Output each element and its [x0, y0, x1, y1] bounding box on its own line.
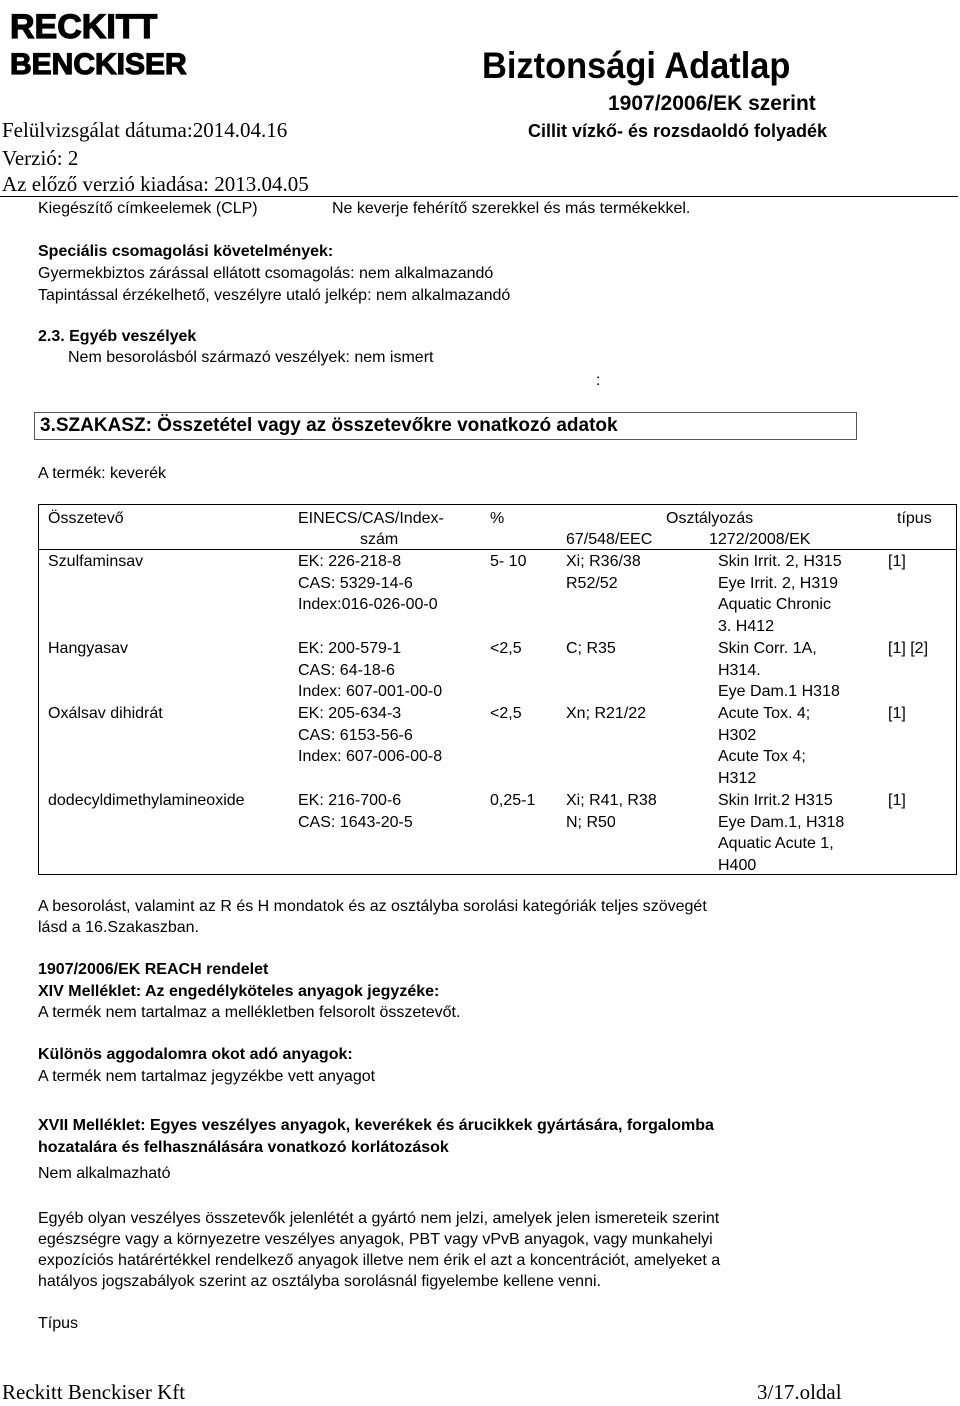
- logo-text-line1: RECKITT: [10, 8, 158, 46]
- other-components-line3: expozíciós határértékkel rendelkező anyagok illetve nem érik el azt a koncentrációt, amelyeket a: [38, 1252, 721, 1269]
- label-elements-value: Ne keverje fehérítő szerekkel és más termékekkel.: [332, 200, 691, 217]
- annex17-heading-line1: XVII Melléklet: Egyes veszélyes anyagok, keverékek és árucikkek gyártására, forgalomba: [38, 1117, 714, 1134]
- row4-percent: 0,25-1: [490, 792, 536, 809]
- other-hazards-heading: 2.3. Egyéb veszélyek: [38, 328, 197, 345]
- row1-index: Index:016-026-00-0: [298, 596, 438, 613]
- regulation-reference: 1907/2006/EK szerint: [608, 92, 816, 115]
- header-clp: 1272/2008/EK: [709, 531, 811, 548]
- reach-heading: 1907/2006/EK REACH rendelet: [38, 961, 269, 978]
- other-components-line2: egészségre vagy a környezetre veszélyes anyagok, PBT vagy vPvB anyagok, vagy munkahelyi: [38, 1231, 713, 1248]
- row2-dsd-1: C; R35: [566, 640, 616, 657]
- row4-clp-1: Skin Irrit.2 H315: [718, 792, 833, 809]
- header-divider: [0, 196, 958, 197]
- row3-clp-2: H302: [718, 727, 757, 744]
- row1-dsd-2: R52/52: [566, 575, 618, 592]
- header-type: típus: [897, 510, 932, 527]
- child-closure-text: Gyermekbiztos zárással ellátott csomagolás: nem alkalmazandó: [38, 265, 494, 282]
- row3-component: Oxálsav dihidrát: [48, 705, 163, 722]
- classification-note-line2: lásd a 16.Szakaszban.: [38, 919, 199, 936]
- row3-cas: CAS: 6153-56-6: [298, 727, 413, 744]
- row3-clp-1: Acute Tox. 4;: [718, 705, 811, 722]
- header-ids-line2: szám: [360, 531, 399, 548]
- classification-note-line1: A besorolást, valamint az R és H mondatok és az osztályba sorolási kategóriák teljes szövegét: [38, 898, 707, 915]
- row3-type: [1]: [888, 705, 906, 722]
- row4-ec: EK: 216-700-6: [298, 792, 402, 809]
- footer-company: Reckitt Benckiser Kft: [2, 1380, 186, 1404]
- row1-clp-3: Aquatic Chronic: [718, 596, 831, 613]
- document-title: Biztonsági Adatlap: [482, 45, 791, 86]
- row1-clp-2: Eye Irrit. 2, H319: [718, 575, 839, 592]
- annex14-text: A termék nem tartalmaz a mellékletben felsorolt összetevőt.: [38, 1004, 461, 1021]
- row3-clp-4: H312: [718, 770, 757, 787]
- row4-dsd-2: N; R50: [566, 814, 616, 831]
- row3-percent: <2,5: [490, 705, 522, 722]
- product-name: Cillit vízkő- és rozsdaoldó folyadék: [528, 121, 828, 141]
- stray-colon: :: [596, 372, 601, 389]
- row2-type: [1] [2]: [888, 640, 929, 657]
- header-dsd: 67/548/EEC: [566, 531, 653, 548]
- svhc-heading: Különös aggodalomra okot adó anyagok:: [38, 1046, 353, 1063]
- other-components-line4: hatályos jogszabályok szerint az osztályba sorolásnál figyelembe kellene venni.: [38, 1273, 601, 1290]
- row4-cas: CAS: 1643-20-5: [298, 814, 413, 831]
- row2-component: Hangyasav: [48, 640, 129, 657]
- other-hazards-text: Nem besorolásból származó veszélyek: nem ismert: [68, 349, 434, 366]
- row1-percent: 5- 10: [490, 553, 527, 570]
- row4-clp-4: H400: [718, 857, 757, 874]
- other-components-line1: Egyéb olyan veszélyes összetevők jelenlétét a gyártó nem jelzi, amelyek jelen ismereteik szerint: [38, 1210, 720, 1227]
- packaging-heading: Speciális csomagolási követelmények:: [38, 243, 334, 260]
- annex17-text: Nem alkalmazható: [38, 1165, 171, 1182]
- row4-type: [1]: [888, 792, 906, 809]
- tactile-warning-text: Tapintással érzékelhető, veszélyre utaló jelkép: nem alkalmazandó: [38, 287, 511, 304]
- row2-clp-1: Skin Corr. 1A,: [718, 640, 817, 657]
- row1-clp-1: Skin Irrit. 2, H315: [718, 553, 842, 570]
- row3-ec: EK: 205-634-3: [298, 705, 402, 722]
- row2-cas: CAS: 64-18-6: [298, 662, 395, 679]
- row4-dsd-1: Xi; R41, R38: [566, 792, 657, 809]
- company-logo: [8, 6, 208, 78]
- row4-clp-2: Eye Dam.1, H318: [718, 814, 845, 831]
- row1-ec: EK: 226-218-8: [298, 553, 402, 570]
- row1-clp-4: 3. H412: [718, 618, 775, 635]
- row1-type: [1]: [888, 553, 906, 570]
- review-date: Felülvizsgálat dátuma:2014.04.16: [2, 118, 288, 142]
- row3-index: Index: 607-006-00-8: [298, 748, 443, 765]
- row2-ec: EK: 200-579-1: [298, 640, 402, 657]
- header-classification: Osztályozás: [666, 510, 754, 527]
- row1-cas: CAS: 5329-14-6: [298, 575, 413, 592]
- row3-clp-3: Acute Tox 4;: [718, 748, 806, 765]
- table-header-rule: [39, 549, 956, 550]
- logo-text-line2: BENCKISER: [10, 48, 187, 78]
- product-type: A termék: keverék: [38, 465, 167, 482]
- row2-clp-3: Eye Dam.1 H318: [718, 683, 840, 700]
- svhc-text: A termék nem tartalmaz jegyzékbe vett anyagot: [38, 1068, 376, 1085]
- annex14-heading: XIV Melléklet: Az engedélyköteles anyagok jegyzéke:: [38, 983, 440, 1000]
- section3-title: 3.SZAKASZ: Összetétel vagy az összetevőkre vonatkozó adatok: [40, 415, 618, 436]
- row1-dsd-1: Xi; R36/38: [566, 553, 641, 570]
- composition-table: [38, 504, 957, 875]
- row2-index: Index: 607-001-00-0: [298, 683, 443, 700]
- row1-component: Szulfaminsav: [48, 553, 144, 570]
- header-percent: %: [490, 510, 505, 527]
- row4-clp-3: Aquatic Acute 1,: [718, 835, 834, 852]
- row3-dsd-1: Xn; R21/22: [566, 705, 647, 722]
- label-elements-label: Kiegészítő címkeelemek (CLP): [38, 200, 258, 217]
- row2-clp-2: H314.: [718, 662, 761, 679]
- previous-version-date: Az előző verzió kiadása: 2013.04.05: [2, 172, 309, 196]
- annex17-heading-line2: hozatalára és felhasználására vonatkozó korlátozások: [38, 1139, 449, 1156]
- header-component: Összetevő: [48, 510, 124, 527]
- header-ids-line1: EINECS/CAS/Index-: [298, 510, 444, 527]
- version: Verzió: 2: [2, 146, 79, 170]
- footer-page-number: 3/17.oldal: [757, 1380, 842, 1404]
- row4-component: dodecyldimethylamineoxide: [48, 792, 245, 809]
- row2-percent: <2,5: [490, 640, 522, 657]
- type-label: Típus: [38, 1315, 79, 1332]
